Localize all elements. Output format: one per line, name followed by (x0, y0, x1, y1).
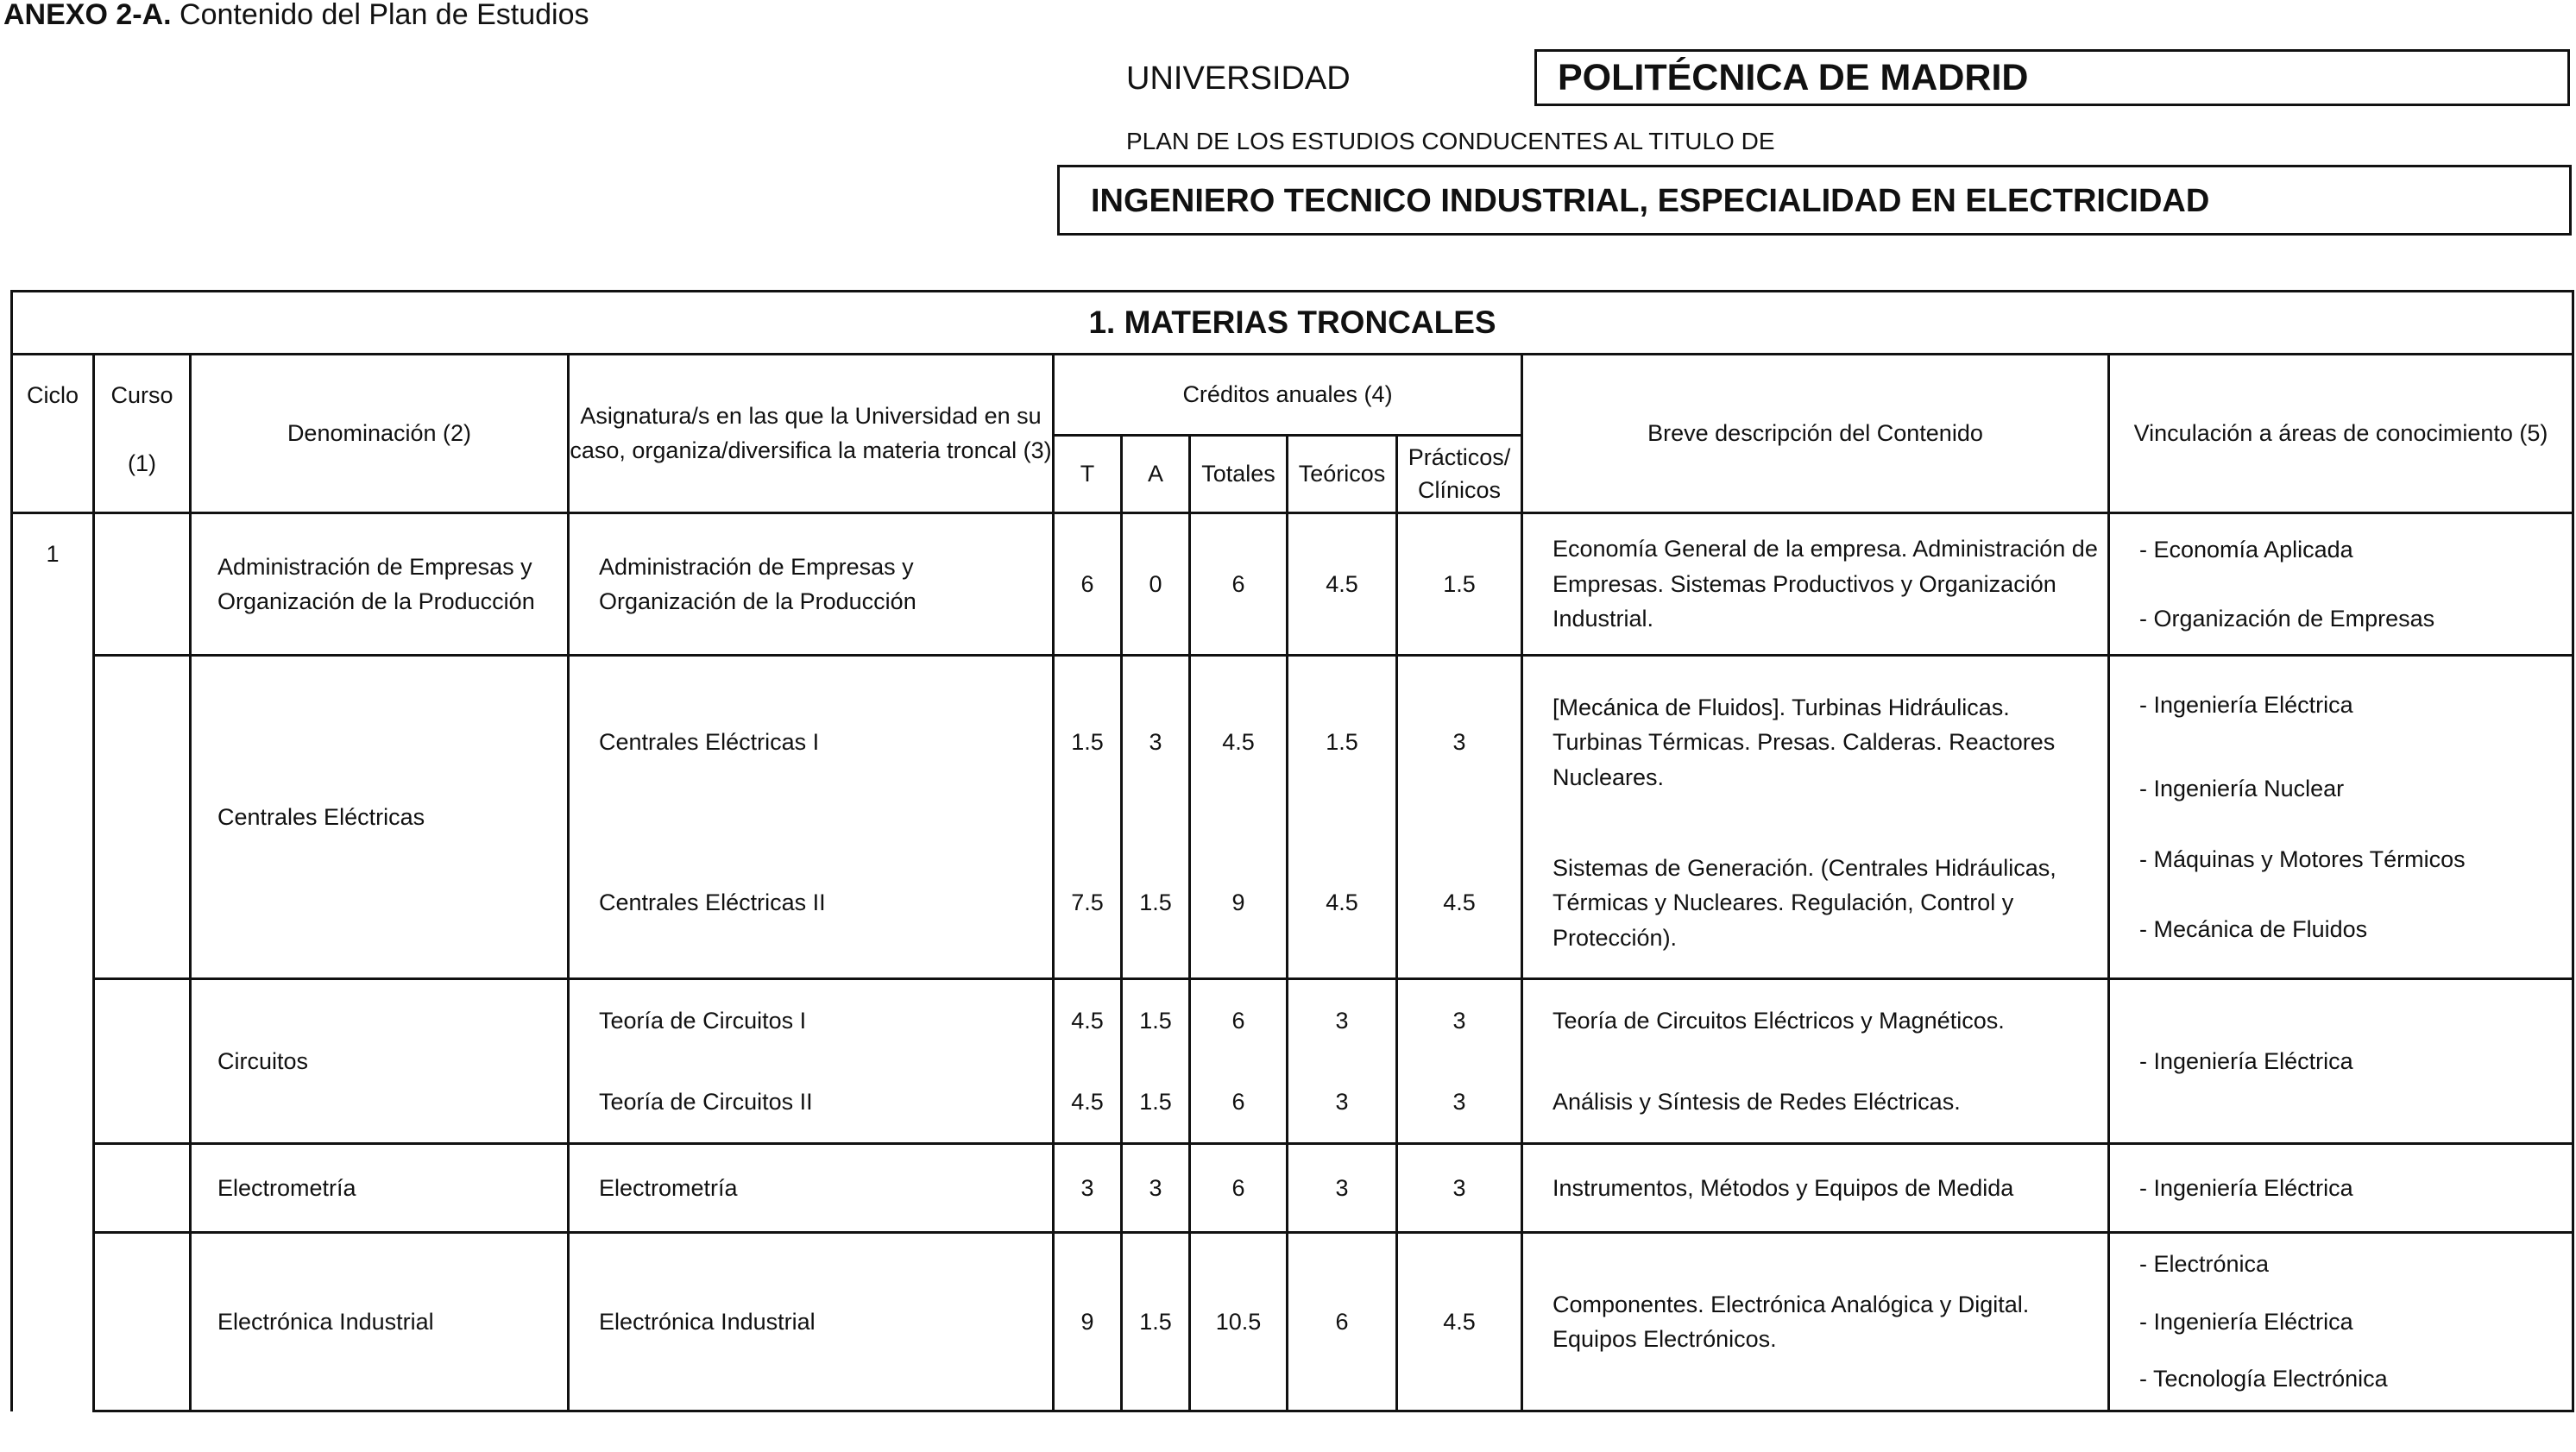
university-box (1534, 49, 2570, 106)
asignatura-cell: Centrales Eléctricas I (569, 656, 1054, 828)
credit-teoricos: 4.5 (1288, 513, 1397, 656)
descripcion-cell: Sistemas de Generación. (Centrales Hidráulicas, Térmicas y Nucleares. Regulación, Control y Protección). (1522, 828, 2109, 979)
credit-t: 1.5 (1054, 656, 1122, 828)
asignatura-cell: Teoría de Circuitos I (569, 979, 1054, 1061)
credit-teoricos: 3 (1288, 1061, 1397, 1144)
plan-label: PLAN DE LOS ESTUDIOS CONDUCENTES AL TITULO DE (1126, 128, 1775, 154)
table-row (12, 1144, 2573, 1233)
credit-a: 3 (1122, 1144, 1190, 1233)
university-label: UNIVERSIDAD (1126, 60, 1351, 97)
credit-a: 1.5 (1122, 979, 1190, 1061)
credit-practicos: 3 (1397, 979, 1522, 1061)
denominacion-cell: Electrónica Industrial (191, 1233, 569, 1411)
credit-t: 4.5 (1054, 979, 1122, 1061)
credit-teoricos: 4.5 (1288, 828, 1397, 979)
denominacion-cell: Electrometría (191, 1144, 569, 1233)
col-header-curso: Curso (1) (94, 355, 191, 513)
credit-teoricos: 3 (1288, 979, 1397, 1061)
area-item: - Máquinas y Motores Térmicos (2139, 846, 2466, 872)
area-item: - Tecnología Electrónica (2139, 1366, 2388, 1392)
area-item: - Ingeniería Eléctrica (2139, 1174, 2353, 1201)
credit-a: 1.5 (1122, 1061, 1190, 1144)
curso-cell (94, 1144, 191, 1233)
credit-totales: 6 (1190, 1061, 1288, 1144)
denominacion-cell: Centrales Eléctricas (191, 656, 569, 979)
credit-t: 4.5 (1054, 1061, 1122, 1144)
col-header-asignaturas: Asignatura/s en las que la Universidad en su caso, organiza/diversifica la materia troncal (3) (569, 355, 1054, 513)
credit-teoricos: 3 (1288, 1144, 1397, 1233)
col-header-teoricos: Teóricos (1288, 436, 1397, 513)
credit-totales: 10.5 (1190, 1233, 1288, 1411)
table-row (12, 513, 2573, 656)
descripcion-cell: Teoría de Circuitos Eléctricos y Magnéticos. (1522, 979, 2109, 1061)
vinculacion-cell (2109, 513, 2573, 656)
credit-a: 0 (1122, 513, 1190, 656)
credit-practicos: 1.5 (1397, 513, 1522, 656)
vinculacion-cell (2109, 979, 2573, 1144)
section-title: 1. MATERIAS TRONCALES (12, 292, 2573, 355)
curso-cell (94, 979, 191, 1144)
area-item: - Ingeniería Eléctrica (2139, 1047, 2353, 1074)
col-header-ciclo: Ciclo (12, 355, 94, 513)
area-item: - Ingeniería Eléctrica (2139, 692, 2353, 718)
col-header-a: A (1122, 436, 1190, 513)
credit-t: 7.5 (1054, 828, 1122, 979)
credit-a: 1.5 (1122, 828, 1190, 979)
asignatura-cell: Administración de Empresas y Organización de la Producción (569, 513, 1054, 656)
credit-practicos: 4.5 (1397, 1233, 1522, 1411)
university-name: POLITÉCNICA DE MADRID (1558, 57, 2029, 98)
credit-a: 1.5 (1122, 1233, 1190, 1411)
credit-practicos: 3 (1397, 656, 1522, 828)
credit-t: 3 (1054, 1144, 1122, 1233)
col-header-creditos: Créditos anuales (4) (1054, 355, 1522, 436)
curso-cell (94, 513, 191, 656)
area-item: - Ingeniería Nuclear (2139, 775, 2345, 801)
col-header-totales: Totales (1190, 436, 1288, 513)
degree-title-box (1057, 165, 2572, 236)
descripcion-cell: [Mecánica de Fluidos]. Turbinas Hidráulicas. Turbinas Térmicas. Presas. Calderas. Reactores Nucleares. (1522, 656, 2109, 828)
descripcion-cell: Análisis y Síntesis de Redes Eléctricas. (1522, 1061, 2109, 1144)
ciclo-value: 1 (12, 513, 94, 1411)
degree-title: INGENIERO TECNICO INDUSTRIAL, ESPECIALIDAD EN ELECTRICIDAD (1091, 183, 2210, 219)
table-row (12, 656, 2573, 828)
descripcion-cell: Componentes. Electrónica Analógica y Digital. Equipos Electrónicos. (1522, 1233, 2109, 1411)
vinculacion-cell (2109, 656, 2573, 979)
descripcion-cell: Instrumentos, Métodos y Equipos de Medida (1522, 1144, 2109, 1233)
credit-totales: 6 (1190, 513, 1288, 656)
col-header-practicos: Prácticos/ Clínicos (1397, 436, 1522, 513)
asignatura-cell: Electrónica Industrial (569, 1233, 1054, 1411)
col-header-descripcion: Breve descripción del Contenido (1522, 355, 2109, 513)
credit-t: 6 (1054, 513, 1122, 656)
credit-totales: 9 (1190, 828, 1288, 979)
col-header-denominacion: Denominación (2) (191, 355, 569, 513)
col-header-t: T (1054, 436, 1122, 513)
asignatura-cell: Teoría de Circuitos II (569, 1061, 1054, 1144)
credit-practicos: 3 (1397, 1144, 1522, 1233)
credit-totales: 6 (1190, 979, 1288, 1061)
table-row (12, 1233, 2573, 1411)
credit-a: 3 (1122, 656, 1190, 828)
vinculacion-cell (2109, 1144, 2573, 1233)
credit-totales: 4.5 (1190, 656, 1288, 828)
asignatura-cell: Electrometría (569, 1144, 1054, 1233)
table-row (12, 979, 2573, 1061)
credit-teoricos: 6 (1288, 1233, 1397, 1411)
annex-heading: ANEXO 2-A. Contenido del Plan de Estudios (3, 0, 589, 31)
asignatura-cell: Centrales Eléctricas II (569, 828, 1054, 979)
curso-cell (94, 656, 191, 979)
credit-totales: 6 (1190, 1144, 1288, 1233)
denominacion-cell: Circuitos (191, 979, 569, 1144)
area-item: - Ingeniería Eléctrica (2139, 1308, 2353, 1335)
denominacion-cell: Administración de Empresas y Organización de la Producción (191, 513, 569, 656)
subjects-table (10, 290, 2574, 1412)
descripcion-cell: Economía General de la empresa. Administración de Empresas. Sistemas Productivos y Organización Industrial. (1522, 513, 2109, 656)
credit-practicos: 4.5 (1397, 828, 1522, 979)
credit-teoricos: 1.5 (1288, 656, 1397, 828)
vinculacion-cell (2109, 1233, 2573, 1411)
area-item: - Organización de Empresas (2139, 606, 2435, 632)
credit-t: 9 (1054, 1233, 1122, 1411)
credit-practicos: 3 (1397, 1061, 1522, 1144)
area-item: - Electrónica (2139, 1251, 2270, 1278)
area-item: - Economía Aplicada (2139, 536, 2353, 563)
curso-cell (94, 1233, 191, 1411)
subjects-table-container (10, 290, 2572, 1412)
col-header-vinculacion: Vinculación a áreas de conocimiento (5) (2109, 355, 2573, 513)
area-item: - Mecánica de Fluidos (2139, 915, 2368, 942)
